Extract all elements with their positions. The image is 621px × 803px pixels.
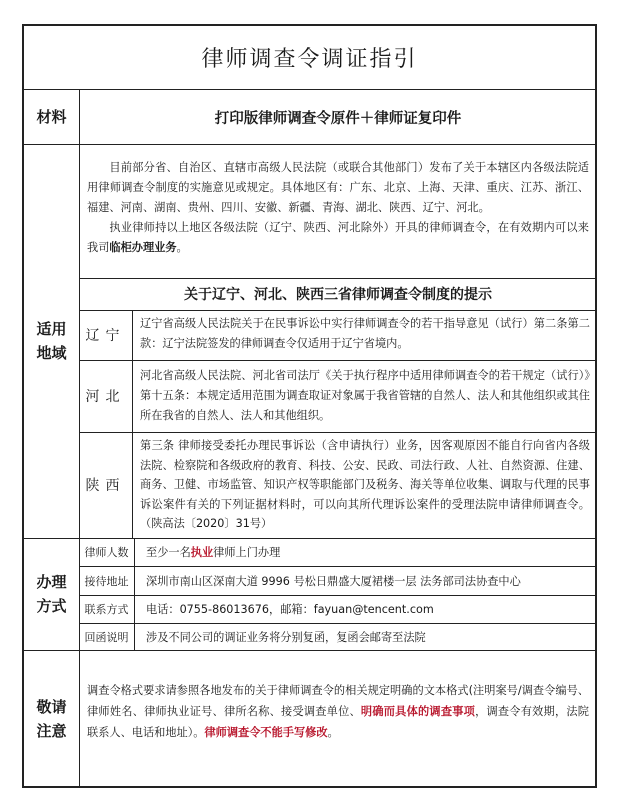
divider	[79, 432, 597, 433]
guide-document	[22, 24, 597, 788]
divider	[79, 310, 597, 311]
scope-paragraph-1: 目前部分省、自治区、直辖市高级人民法院（或联合其他部门）发布了关于本辖区内各级法院适用律师调查令制度的实施意见或规定。具体地区有：广东、北京、上海、天津、重庆、江苏、浙江、福建、河南、湖南、贵州、四川、安徽、新疆、青海、湖北、陕西、辽宁、河北。	[87, 161, 589, 214]
scope-label-line2: 地域	[36, 344, 67, 362]
region-name: 河北	[85, 389, 126, 405]
method-label	[24, 538, 79, 650]
scope-intro	[87, 158, 589, 258]
divider	[79, 360, 597, 361]
scope-paragraph-2-end: 。	[176, 241, 188, 254]
notes-text-part: 。	[327, 726, 339, 739]
method-key: 律师人数	[84, 546, 129, 559]
notes-label-line2: 注意	[36, 722, 67, 740]
divider	[24, 144, 597, 145]
scope-paragraph-2-emphasis: 临柜办理业务	[109, 241, 177, 254]
method-value: 涉及不同公司的调证业务将分别复函，复函会邮寄至法院	[146, 630, 426, 644]
method-value-emphasis: 执业	[190, 546, 214, 559]
scope-label	[24, 144, 79, 538]
region-name: 陕西	[85, 478, 126, 494]
method-value: 电话：0755-86013676，邮箱：fayuan@tencent.com	[146, 603, 434, 616]
notes-emphasis: 明确而具体的调查事项	[360, 705, 476, 718]
method-value-text: 至少一名	[146, 546, 191, 559]
notice-heading: 关于辽宁、河北、陕西三省律师调查令制度的提示	[184, 287, 492, 303]
method-key: 回函说明	[84, 630, 129, 644]
method-value	[134, 538, 597, 566]
region-text: 辽宁省高级人民法院关于在民事诉讼中实行律师调查令的若干指导意见（试行）第二条第二款：辽宁法院签发的律师调查令仅适用于辽宁省境内。	[140, 317, 590, 350]
divider	[24, 650, 597, 651]
materials-content: 打印版律师调查令原件＋律师证复印件	[214, 110, 462, 127]
scope-paragraph-2-text: 执业律师持以上地区各级法院（辽宁、陕西、河北除外）开具的律师调查令，在有效期内可以来我司	[87, 221, 589, 254]
method-label-line2: 方式	[36, 597, 67, 615]
page-title: 律师调查令调证指引	[24, 26, 595, 90]
notes-text-part: ，调查令有效期，法院联系人、电话和地址）。	[87, 705, 589, 739]
notes-emphasis: 律师调查令不能手写修改	[204, 726, 328, 739]
region-text: 第三条 律师接受委托办理民事诉讼（含申请执行）业务，因客观原因不能自行向省内各级法院、检察院和各级政府的教育、科技、公安、民政、司法行政、人社、自然资源、住建、商务、卫健、市场监管、知识产权等职能部门及税务、海关等单位收集、调取与代理的民事诉讼案件有关的下列证据材料时，可以向其所代理诉讼案件的受理法院申请律师调查令。（陕高法〔2020〕31号）	[140, 439, 590, 530]
region-text: 河北省高级人民法院、河北省司法厅《关于执行程序中适用律师调查令的若干规定（试行）》第十五条：本规定适用范围为调查取证对象属于我省管辖的自然人、法人和其他组织或其住所在我省的自然人、法人和其他组织。	[140, 369, 590, 422]
scope-label-line1: 适用	[36, 320, 67, 338]
divider	[132, 310, 133, 538]
method-key: 接待地址	[84, 574, 129, 588]
method-value-text: 律师上门办理	[213, 546, 281, 559]
method-label-line1: 办理	[36, 573, 67, 591]
region-name: 辽宁	[85, 328, 126, 344]
scope-paragraph-2	[87, 218, 589, 258]
notes-label-line1: 敬请	[36, 698, 67, 716]
notes-text-part: 调查令格式要求请参照各地发布的关于律师调查令的相关规定明确的文本格式(注明案号/调查令编号、律师姓名、律师执业证号、律所名称、接受调查单位、	[87, 684, 589, 718]
notes-text	[87, 680, 589, 743]
notes-label	[24, 650, 79, 788]
method-value: 深圳市南山区深南大道 9996 号松日鼎盛大厦裙楼一层 法务部司法协查中心	[146, 574, 521, 588]
method-key: 联系方式	[84, 603, 129, 616]
materials-label: 材料	[36, 108, 67, 126]
